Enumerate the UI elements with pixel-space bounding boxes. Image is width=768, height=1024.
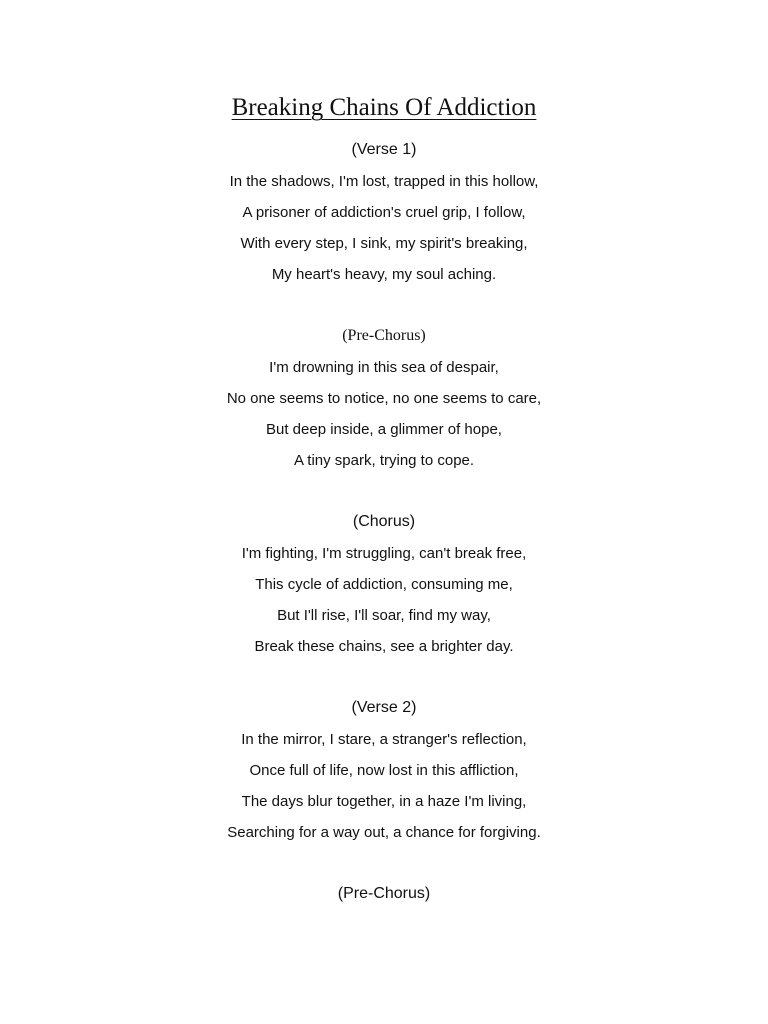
lyric-line: In the mirror, I stare, a stranger's reflection, [241,731,527,748]
section-heading-chorus: (Chorus) [352,513,416,530]
lyric-line: But I'll rise, I'll soar, find my way, [277,607,491,624]
section-heading-pre-chorus-2: (Pre-Chorus) [337,885,431,902]
lyric-line: Searching for a way out, a chance for forgiving. [227,824,541,841]
section-heading-verse-2: (Verse 2) [351,699,417,716]
lyric-line: But deep inside, a glimmer of hope, [266,421,502,438]
lyric-line: I'm drowning in this sea of despair, [269,359,499,376]
lyric-line: A tiny spark, trying to cope. [293,452,475,469]
lyric-line: Once full of life, now lost in this affliction, [249,762,519,779]
lyric-line: This cycle of addiction, consuming me, [255,576,513,593]
lyric-line: The days blur together, in a haze I'm living, [241,793,527,810]
lyric-line: I'm fighting, I'm struggling, can't break free, [241,545,527,562]
lyric-line: A prisoner of addiction's cruel grip, I follow, [242,204,526,221]
document-title: Breaking Chains Of Addiction [231,94,537,121]
lyric-line: Break these chains, see a brighter day. [254,638,514,655]
lyric-line: My heart's heavy, my soul aching. [271,266,497,283]
section-heading-pre-chorus: (Pre-Chorus) [342,327,426,344]
lyric-line: No one seems to notice, no one seems to care, [226,390,542,407]
lyric-line: In the shadows, I'm lost, trapped in this hollow, [229,173,539,190]
section-heading-verse-1: (Verse 1) [351,141,417,158]
lyric-line: With every step, I sink, my spirit's breaking, [240,235,528,252]
